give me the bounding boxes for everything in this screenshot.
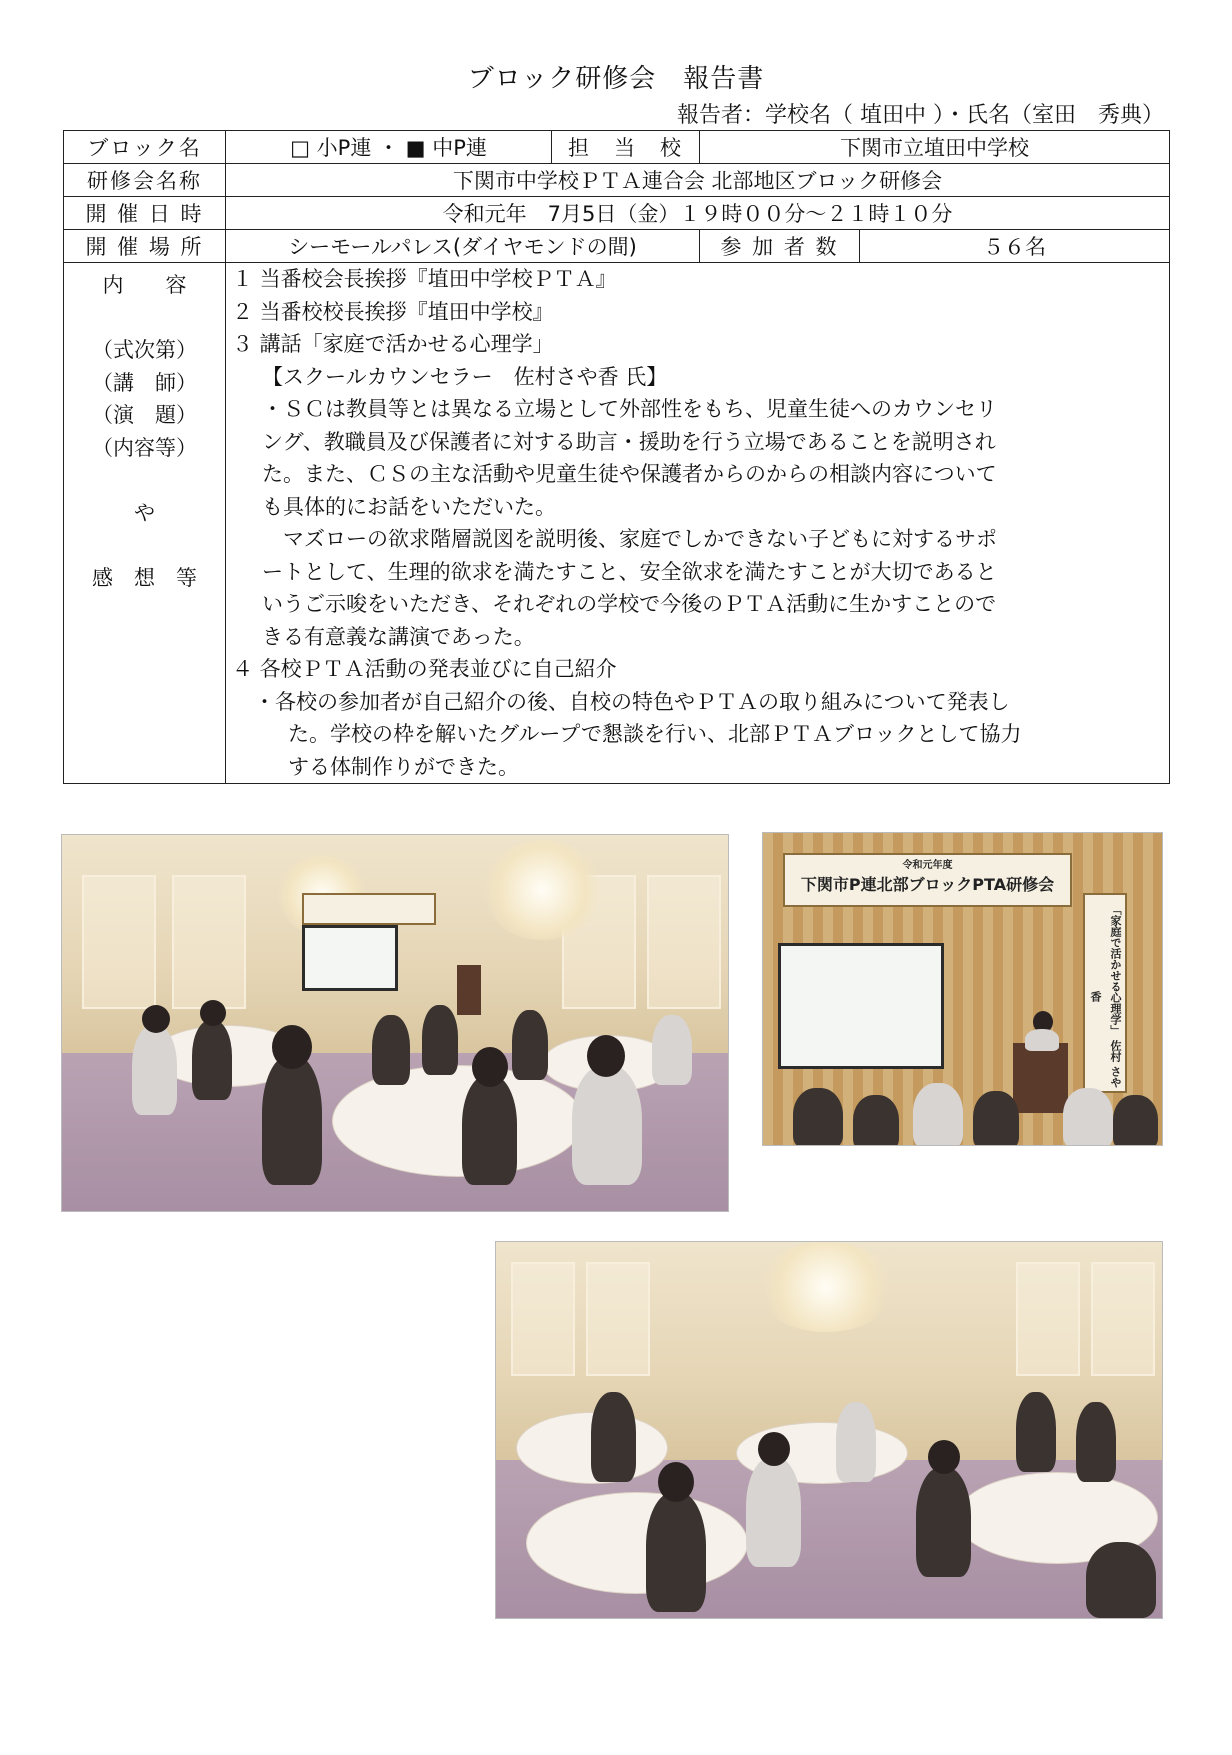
content-line: いうご示唆をいただき、それぞれの学校で今後のＰＴＡ活動に生かすことので: [262, 592, 997, 616]
document-title: ブロック研修会 報告書: [467, 64, 765, 94]
value-school: 下関市立埴田中学校: [700, 131, 1170, 164]
side-label: （講 師）: [92, 370, 197, 395]
photo-speaker: [762, 832, 1163, 1146]
side-label: （演 題）: [92, 403, 197, 427]
content-line: １ 当番校会長挨拶『埴田中学校ＰＴＡ』: [232, 267, 617, 291]
banner-year: 令和元年度: [902, 860, 953, 871]
event-banner-small: [302, 893, 436, 925]
content-line: ４ 各校ＰＴＡ活動の発表並びに自己紹介: [232, 657, 617, 681]
content-line: た。また、ＣＳの主な活動や児童生徒や保護者からのからの相談内容について: [262, 462, 997, 486]
side-label: （内容等）: [92, 435, 197, 460]
value-venue: シーモールパレス(ダイヤモンドの間): [226, 230, 700, 263]
side-label: 内 容: [102, 273, 187, 297]
side-label: [64, 302, 225, 335]
side-label: （式次第）: [92, 338, 197, 362]
row-venue: [64, 230, 1170, 263]
content-body: [226, 263, 1170, 784]
side-label: [64, 529, 225, 562]
photo-hall-audience: [61, 834, 729, 1212]
content-line: ング、教職員及び保護者に対する助言・援助を行う立場であることを説明され: [262, 429, 996, 454]
event-banner: [783, 853, 1072, 907]
content-line: マズローの欲求階層説図を説明後、家庭でしかできない子どもに対するサポ: [262, 527, 997, 551]
label-school: 担 当 校: [552, 131, 700, 164]
content-line: ・ＳＣは教員等とは異なる立場として外部性をもち、児童生徒へのカウンセリ: [262, 397, 997, 421]
content-line: た。学校の枠を解いたグループで懇談を行い、北部ＰＴＡブロックとして協力: [288, 722, 1022, 746]
label-name: 研修会名称: [64, 164, 226, 197]
label-block: ブロック名: [64, 131, 226, 164]
label-date: 開 催 日 時: [64, 197, 226, 230]
side-label: 感 想 等: [92, 565, 197, 590]
side-label: や: [134, 500, 155, 525]
row-date: [64, 197, 1170, 230]
content-line: ートとして、生理的欲求を満たすこと、安全欲求を満たすことが大切であると: [262, 559, 997, 584]
content-line: する体制作りができた。: [288, 754, 519, 779]
report-table: [63, 130, 1170, 784]
reporter-line: 報告者：学校名（ 埴田中 ）・氏名（室田 秀典）: [677, 103, 1164, 128]
row-name: [64, 164, 1170, 197]
row-content: [64, 263, 1170, 784]
banner-title: 下関市P連北部ブロックPTA研修会: [800, 875, 1055, 894]
value-block: □ 小P連 ・ ■ 中P連: [226, 131, 552, 164]
label-venue: 開 催 場 所: [64, 230, 226, 263]
content-line: きる有意義な講演であった。: [262, 624, 535, 649]
lecture-banner: 「家庭で活かせる心理学」 佐村 さや香: [1083, 893, 1127, 1093]
content-line: も具体的にお話をいただいた。: [262, 494, 556, 519]
label-participants: 参 加 者 数: [700, 230, 860, 263]
photo-audience-wide: [495, 1241, 1163, 1619]
value-participants: ５６名: [860, 230, 1170, 263]
side-label: [64, 464, 225, 497]
content-line: 【スクールカウンセラー 佐村さや香 氏】: [262, 364, 668, 389]
row-block: [64, 131, 1170, 164]
content-line: ・各校の参加者が自己紹介の後、自校の特色やＰＴＡの取り組みについて発表し: [254, 689, 1010, 714]
content-line: ２ 当番校校長挨拶『埴田中学校』: [232, 299, 554, 324]
content-line: ３ 講話「家庭で活かせる心理学」: [232, 332, 554, 356]
value-name: 下関市中学校ＰＴＡ連合会 北部地区ブロック研修会: [226, 164, 1170, 197]
value-date: 令和元年 7月5日（金）１９時００分～２１時１０分: [226, 197, 1170, 230]
content-side-labels: [64, 263, 226, 784]
